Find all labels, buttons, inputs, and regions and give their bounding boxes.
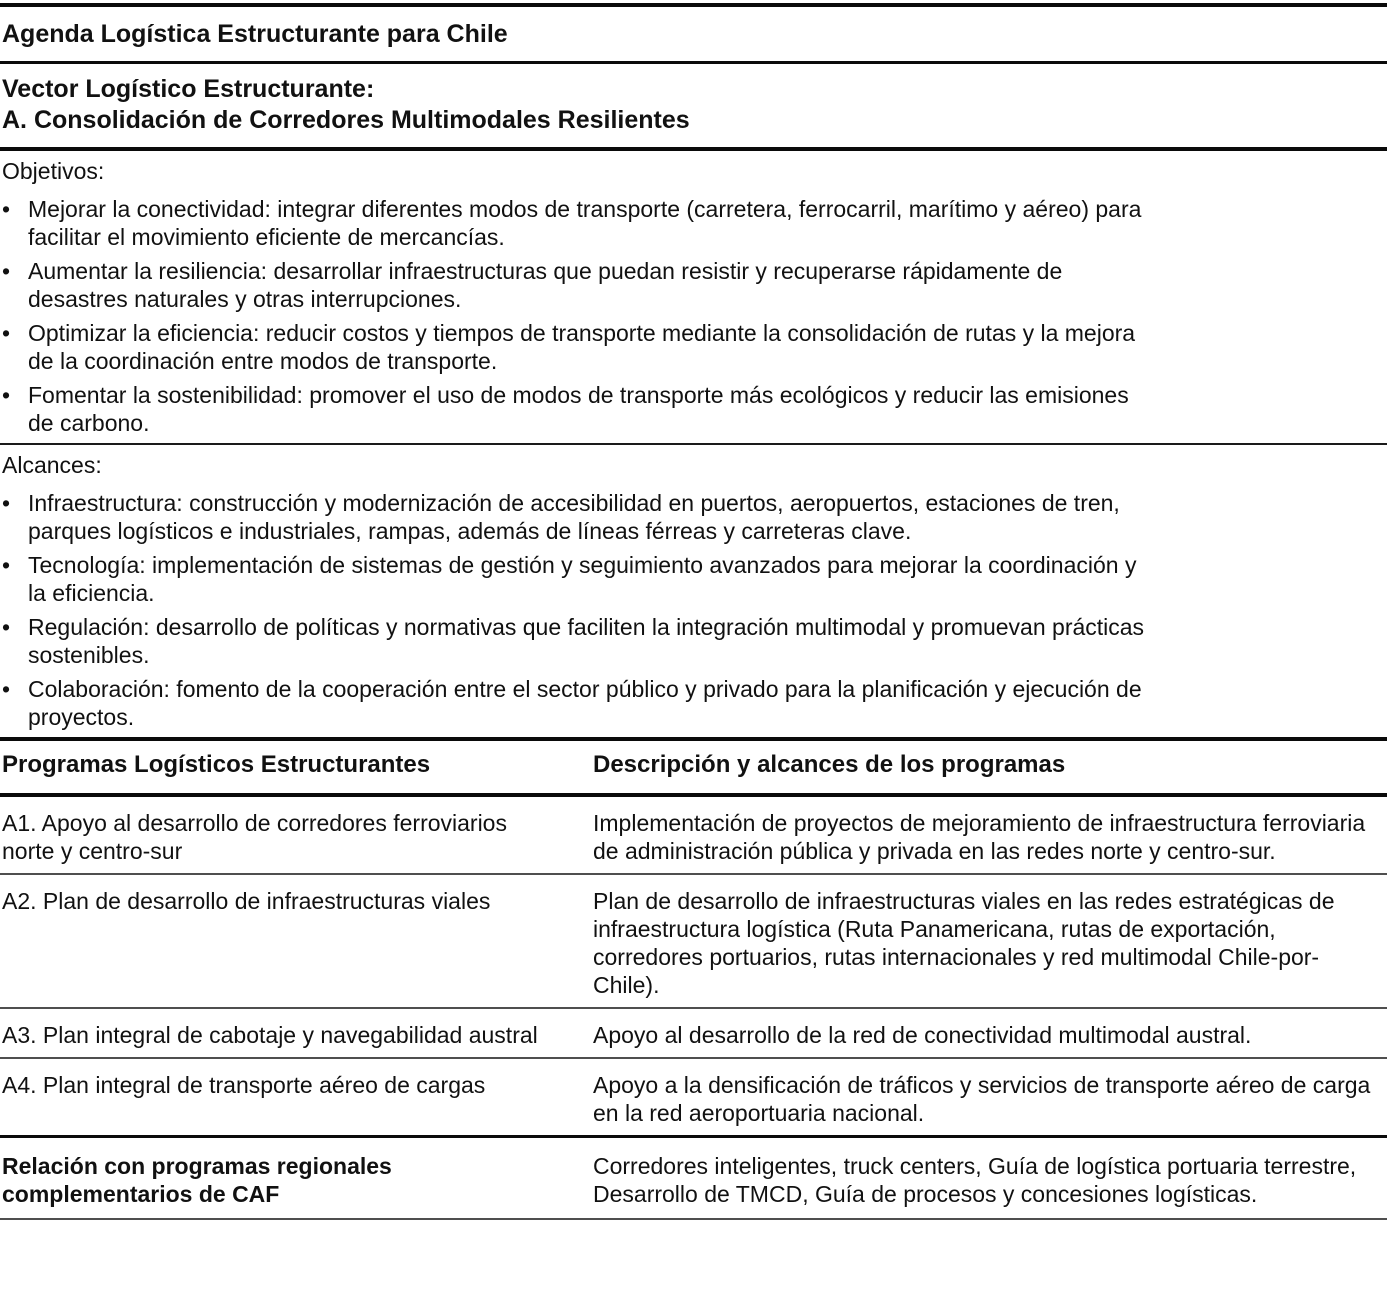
bullet-icon: • [2,676,11,702]
bullet-icon: • [2,258,11,284]
objetivos-label: Objetivos: [2,158,105,184]
program-cell: A2. Plan de desarrollo de infraestructuras viales [2,888,491,914]
bullet-icon: • [2,382,11,408]
objetivos-list [0,195,1167,437]
alcances-section [0,445,1387,731]
programs-table [0,737,1387,1220]
page-title: Agenda Logística Estructurante para Chile [2,20,508,48]
footer-description-cell: Corredores inteligentes, truck centers, Guía de logística portuaria terrestre, Desarrollo de TMCD, Guía de procesos y concesiones logísticas. [593,1153,1357,1207]
table-header-description: Descripción y alcances de los programas [593,751,1066,778]
bullet-text: Colaboración: fomento de la cooperación entre el sector público y privado para la planificación y ejecución de proyectos. [28,676,1142,730]
alcances-label: Alcances: [2,452,102,478]
bullet-text: Mejorar la conectividad: integrar diferentes modos de transporte (carretera, ferrocarril, marítimo y aéreo) para facilitar el movimiento eficiente de mercancías. [28,196,1142,250]
alcances-list [0,489,1167,731]
bottom-divider [0,1218,1387,1220]
bullet-icon: • [2,320,11,346]
bullet-icon: • [2,490,11,516]
bullet-icon: • [2,614,11,640]
section-heading-vector [0,64,1387,147]
description-cell: Apoyo a la densificación de tráficos y servicios de transporte aéreo de carga en la red aeroportuaria nacional. [593,1072,1371,1126]
bullet-text: Optimizar la eficiencia: reducir costos y tiempos de transporte mediante la consolidación de rutas y la mejora de la coordinación entre modos de transporte. [28,320,1136,374]
bullet-text: Aumentar la resiliencia: desarrollar infraestructuras que puedan resistir y recuperarse rápidamente de desastres naturales y otras interrupciones. [28,258,1063,312]
description-cell: Plan de desarrollo de infraestructuras viales en las redes estratégicas de infraestructura logística (Ruta Panamericana, rutas de exportación, corredores portuarios, rutas internacionales y red multimodal Chile-por-Chile). [593,888,1335,998]
bullet-icon: • [2,196,11,222]
program-cell: A3. Plan integral de cabotaje y navegabilidad austral [2,1022,538,1048]
table-row [0,797,1387,873]
table-row [0,875,1387,1007]
vector-title: A. Consolidación de Corredores Multimodales Resilientes [2,106,690,134]
table-header-row [0,741,1387,793]
bullet-text: Fomentar la sostenibilidad: promover el uso de modos de transporte más ecológicos y reducir las emisiones de carbono. [28,382,1129,436]
bullet-text: Tecnología: implementación de sistemas de gestión y seguimiento avanzados para mejorar la coordinación y la eficiencia. [28,552,1137,606]
list-item [2,381,1167,437]
footer-program-cell: Relación con programas regionales complementarios de CAF [2,1153,392,1207]
list-item [2,551,1167,607]
list-item [2,195,1167,251]
description-cell: Apoyo al desarrollo de la red de conectividad multimodal austral. [593,1022,1252,1048]
list-item [2,257,1167,313]
objetivos-section [0,151,1387,437]
bullet-icon: • [2,552,11,578]
table-header-programs: Programas Logísticos Estructurantes [2,751,431,778]
program-cell: A4. Plan integral de transporte aéreo de cargas [2,1072,486,1098]
table-footer-row [0,1138,1387,1218]
list-item [2,613,1167,669]
list-item [2,675,1167,731]
table-row [0,1059,1387,1135]
list-item [2,489,1167,545]
vector-label: Vector Logístico Estructurante: [2,75,375,103]
description-cell: Implementación de proyectos de mejoramiento de infraestructura ferroviaria de administración pública y privada en las redes norte y centro-sur. [593,810,1366,864]
bullet-text: Regulación: desarrollo de políticas y normativas que faciliten la integración multimodal y promuevan prácticas sostenibles. [28,614,1145,668]
list-item [2,319,1167,375]
program-cell: A1. Apoyo al desarrollo de corredores ferroviarios norte y centro-sur [2,810,507,864]
bullet-text: Infraestructura: construcción y modernización de accesibilidad en puertos, aeropuertos, estaciones de tren, parques logísticos e industriales, rampas, además de líneas férreas y carreteras clave. [28,490,1120,544]
table-row [0,1009,1387,1057]
